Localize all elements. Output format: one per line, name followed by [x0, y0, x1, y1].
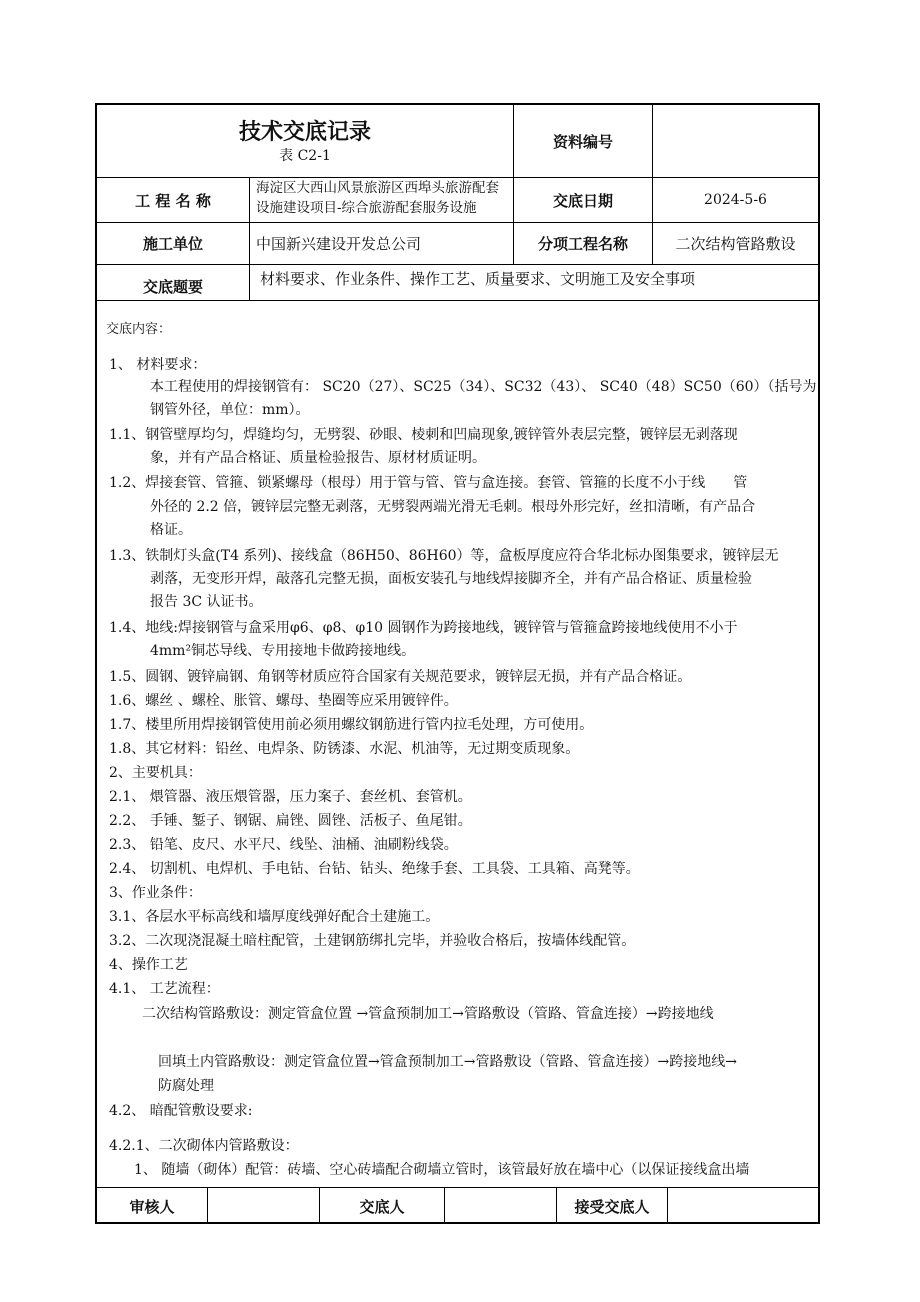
disclosure-content: [97, 302, 818, 1187]
technical-disclosure-form: [95, 103, 820, 1224]
content-line: 2.4、 切割机、电焊机、手电钻、台钻、钻头、绝缘手套、工具袋、工具箱、高凳等。: [109, 861, 640, 877]
content-line: 2.1、 煨管器、液压煨管器，压力案子、套丝机、套管机。: [109, 789, 472, 805]
receiver-label: 接受交底人: [574, 1197, 650, 1216]
content-line: 3、作业条件：: [109, 885, 202, 901]
reviewer-label: 审核人: [129, 1197, 175, 1216]
doc-no-value[interactable]: [653, 105, 818, 177]
project-name-value: [250, 178, 513, 222]
content-line: 1.4、地线:焊接钢管与盒采用φ6、φ8、φ10 圆钢作为跨接地线，镀锌管与管箍盒跨接地线使用不小于: [109, 620, 738, 636]
date-label: 交底日期: [552, 191, 613, 210]
content-line: 防腐处理: [158, 1078, 214, 1094]
content-line: 1.6、螺丝 、螺栓、胀管、螺母、垫圈等应采用镀锌件。: [109, 693, 458, 709]
content-line: 4.2、 暗配管敷设要求:: [109, 1103, 253, 1119]
content-line: 1.8、其它材料：铅丝、电焊条、防锈漆、水泥、机油等，无过期变质现象。: [109, 741, 580, 757]
project-name-label: 工 程 名 称: [135, 191, 211, 210]
project-name-line: 设施建设项目-综合旅游配套服务设施: [256, 200, 477, 216]
content-line: 二次结构管路敷设：测定管盒位置 →管盒预制加工→管路敷设（管路、管盒连接）→跨接地线: [142, 1006, 714, 1022]
form-title: 技术交底记录: [238, 120, 371, 145]
content-line: 4.2.1、二次砌体内管路敷设：: [109, 1138, 299, 1154]
doc-no-label: 资料编号: [552, 132, 613, 151]
summary-value: 材料要求、作业条件、操作工艺、质量要求、文明施工及安全事项: [260, 270, 696, 288]
content-line: 1.3、铁制灯头盒(T4 系列)、接线盒（86H50、86H60）等，盒板厚度应符合华北标办图集要求，镀锌层无: [109, 548, 779, 564]
project-name-line: 海淀区大西山风景旅游区西埠头旅游配套: [256, 180, 499, 196]
content-label: 交底内容：: [106, 322, 172, 337]
discloser-signature-field[interactable]: [445, 1188, 556, 1224]
content-line: 1.2、焊接套管、管箍、锁紧螺母（根母）用于管与管、管与盒连接。套管、管箍的长度不小于线 管: [109, 475, 748, 491]
content-line: 本工程使用的焊接钢管有： SC20（27）、SC25（34）、SC32（43）、 SC40（48）SC50（60）（括号为: [150, 379, 817, 395]
content-line: 回填土内管路敷设：测定管盒位置→管盒预制加工→管路敷设（管路、管盒连接）→跨接地线→: [158, 1054, 737, 1070]
content-line: 2.3、 铅笔、皮尺、水平尺、线坠、油桶、油刷粉线袋。: [109, 837, 458, 853]
date-value: 2024-5-6: [704, 192, 767, 208]
content-line: 3.1、各层水平标高线和墙厚度线弹好配合土建施工。: [109, 909, 440, 925]
content-line: 1、 随墙（砌体）配管：砖墙、空心砖墙配合砌墙立管时，该管最好放在墙中心（以保证接线盒出墙: [134, 1162, 750, 1178]
sub-item-value: 二次结构管路敷设: [675, 235, 796, 253]
content-line: 钢管外径，单位：mm）。: [150, 402, 310, 418]
content-line: 4.1、 工艺流程：: [109, 981, 220, 997]
content-line: 1.1、钢管壁厚均匀，焊缝均匀，无劈裂、砂眼、棱刺和凹扁现象,镀锌管外表层完整，镀锌层无剥落现: [109, 427, 738, 443]
title-block: [97, 105, 513, 177]
content-line: 3.2、二次现浇混凝土暗柱配管，土建钢筋绑扎完毕，并验收合格后，按墙体线配管。: [109, 933, 636, 949]
receiver-signature-field[interactable]: [668, 1188, 818, 1224]
construction-unit-value: 中国新兴建设开发总公司: [256, 235, 422, 253]
content-line: 4、操作工艺: [109, 957, 188, 973]
content-line: 2.2、 手锤、錾子、钢锯、扁锉、圆锉、活板子、鱼尾钳。: [109, 813, 472, 829]
form-number: 表 C2-1: [279, 148, 331, 164]
content-line: 2、主要机具：: [109, 765, 202, 781]
content-line: 剥落，无变形开焊，敲落孔完整无损，面板安装孔与地线焊接脚齐全，并有产品合格证、质量检验: [150, 571, 752, 587]
sub-item-label: 分项工程名称: [537, 235, 628, 253]
reviewer-signature-field[interactable]: [208, 1188, 319, 1224]
discloser-label: 交底人: [359, 1197, 405, 1216]
row-divider: [97, 300, 818, 301]
content-line: 4mm²铜芯导线、专用接地卡做跨接地线。: [150, 643, 416, 659]
content-line: 1、 材料要求：: [109, 357, 207, 373]
content-line: 1.7、楼里所用焊接钢管使用前必须用螺纹钢筋进行管内拉毛处理，方可使用。: [109, 717, 594, 733]
summary-label: 交底题要: [142, 278, 203, 296]
content-line: 报告 3C 认证书。: [150, 594, 263, 610]
content-line: 格证。: [150, 522, 192, 538]
content-line: 1.5、圆钢、镀锌扁钢、角钢等材质应符合国家有关规范要求，镀锌层无损，并有产品合格证。: [109, 669, 692, 685]
content-line: 外径的 2.2 倍，镀锌层完整无剥落，无劈裂两端光滑无毛刺。根母外形完好，丝扣清晰，有产品合: [150, 499, 756, 515]
content-line: 象，并有产品合格证、质量检验报告、原材材质证明。: [150, 450, 486, 466]
construction-unit-label: 施工单位: [142, 235, 203, 253]
